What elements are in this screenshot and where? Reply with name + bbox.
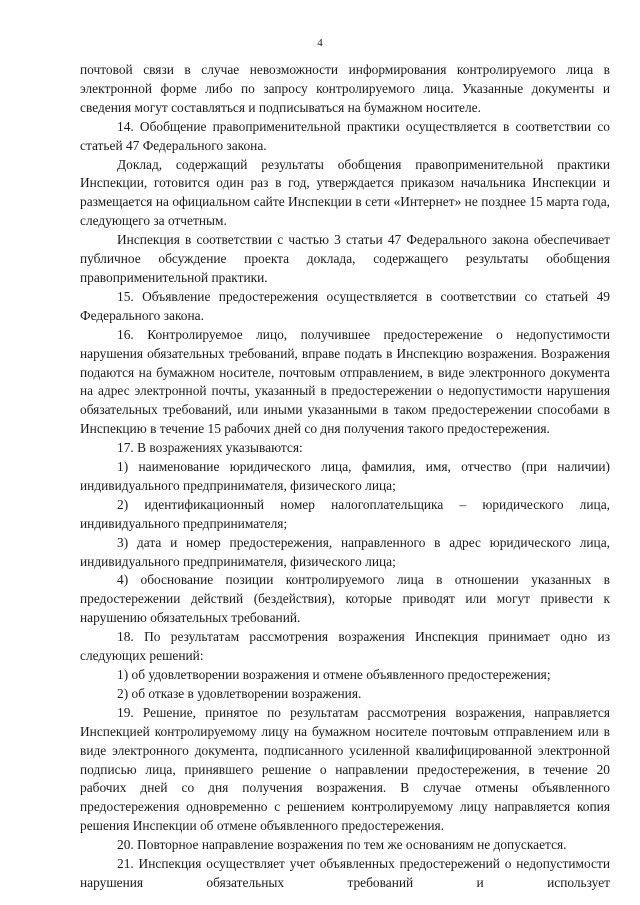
paragraph-17: 17. В возражениях указываются: <box>117 440 303 456</box>
paragraph-16: 16. Контролируемое лицо, получившее предостережение о недопустимости нарушения обязательных требований, вправе подать в Инспекцию возражения. Возражения подаются на бумажном носителе, почтовым отправлением, в виде электронного документа на адрес электронной почты, указанный в предостережении о недопустимости нарушения обязательных требований, или иными указанными в таком предостережении способами в Инспекцию в течение 15 рабочих дней со дня получения такого предостережения. <box>80 326 610 437</box>
document-body <box>80 61 610 893</box>
paragraph-21: 21. Инспекция осуществляет учет объявленных предостережений о недопустимости нарушения обязательных требований и использует <box>80 856 610 890</box>
list-item-17-4: 4) обоснование позиции контролируемого лица в отношении указанных в предостережении действий (бездействия), которые приводят или могут привести к нарушению обязательных требований. <box>80 572 610 626</box>
list-item-17-2: 2) идентификационный номер налогоплательщика – юридического лица, индивидуального предпринимателя; <box>80 496 610 531</box>
page-number: 4 <box>317 37 323 49</box>
paragraph-15: 15. Объявление предостережения осуществляется в соответствии со статьей 49 Федерального закона. <box>80 288 610 323</box>
paragraph-18: 18. По результатам рассмотрения возражения Инспекция принимает одно из следующих решений: <box>80 629 610 664</box>
list-item-17-1: 1) наименование юридического лица, фамилия, имя, отчество (при наличии) индивидуального предпринимателя, физического лица; <box>80 459 610 493</box>
paragraph-continuation: почтовой связи в случае невозможности информирования контролируемого лица в электронной форме либо по запросу контролируемого лица. Указанные документы и сведения могут составляться и подписываться на бумажном носителе. <box>80 62 610 115</box>
paragraph-14: 14. Обобщение правоприменительной практики осуществляется в соответствии со статьей 47 Федерального закона. <box>80 118 610 153</box>
list-item-17-3: 3) дата и номер предостережения, направленного в адрес юридического лица, индивидуального предпринимателя, физического лица; <box>80 534 610 569</box>
paragraph-19: 19. Решение, принятое по результатам рассмотрения возражения, направляется Инспекцией контролируемому лицу на бумажном носителе почтовым отправлением или в виде электронного документа, подписанного усиленной квалифицированной электронной подписью лица, принявшего решение о направлении предостережения, в течение 20 рабочих дней со дня получения возражения. В случае отмены объявленного предостережения одновременно с решением контролируемому лицу направляется копия решения Инспекции об отмене объявленного предостережения. <box>80 704 610 834</box>
paragraph-report: Доклад, содержащий результаты обобщения правоприменительной практики Инспекции, готовится один раз в год, утверждается приказом начальника Инспекции и размещается на официальном сайте Инспекции в сети «Интернет» не позднее 15 марта года, следующего за отчетным. <box>80 156 610 229</box>
paragraph-20: 20. Повторное направление возражения по тем же основаниям не допускается. <box>117 837 567 853</box>
list-item-18-1: 1) об удовлетворении возражения и отмене объявленного предостережения; <box>117 667 551 682</box>
list-item-18-2: 2) об отказе в удовлетворении возражения. <box>117 685 362 701</box>
paragraph-public-discussion: Инспекция в соответствии с частью 3 статьи 47 Федерального закона обеспечивает публичное обсуждение проекта доклада, содержащего результаты обобщения правоприменительной практики. <box>80 232 610 285</box>
